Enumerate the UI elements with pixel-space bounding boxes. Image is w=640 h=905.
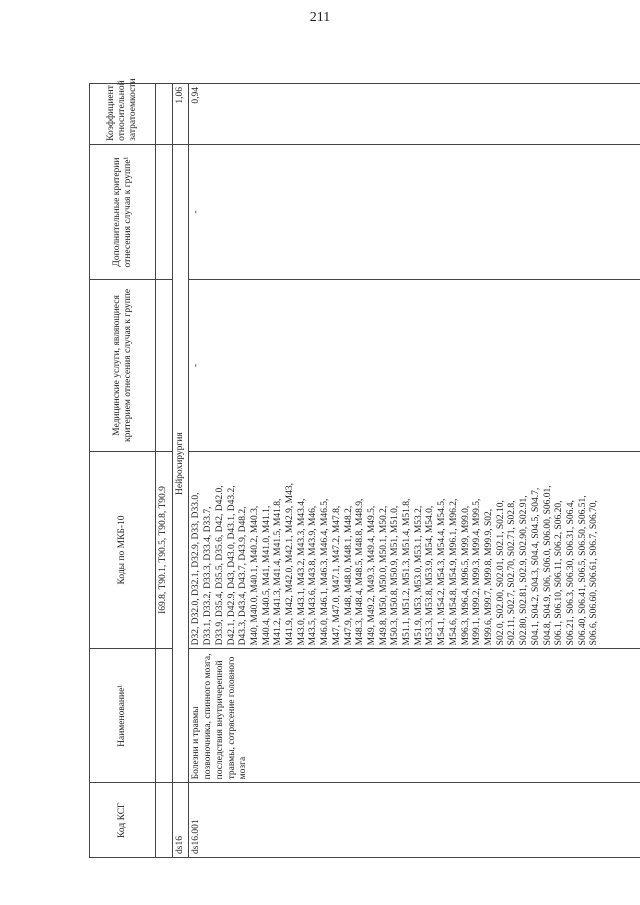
icd-line: M47, M47.0, M47.1, M47.2, M47.8,: [331, 505, 342, 646]
icd-line: S06.6, S06.60, S06.61, S06.7, S06.70,: [589, 500, 600, 646]
entry-code: ds16.001: [189, 783, 640, 858]
icd-line: M40, M40.0, M40.1, M40.2, M40.3,: [249, 505, 260, 646]
icd-line: S02.0, S02.00, S02.01, S02.1, S02.10,: [495, 500, 506, 646]
header-coef: Коэффициент относительной затратоемкости: [90, 84, 156, 145]
icd-line: D32, D32.0, D32.1, D32.9, D33, D33.0,: [191, 492, 202, 646]
entry-services: -: [189, 280, 640, 451]
header-code: Код КСГ: [90, 783, 156, 858]
icd-line: S02.11, S02.7, S02.70, S02.71, S02.8,: [507, 500, 518, 646]
icd-line: M99.6, M99.7, M99.8, M99.9, S02,: [483, 508, 494, 646]
icd-line: M51.1, M51.2, M51.3, M51.4, M51.8,: [402, 498, 413, 646]
icd-line: D33.9, D35.4, D35.5, D35.6, D42, D42.0,: [214, 485, 225, 646]
icd-line: S04.8, S04.9, S06, S06.0, S06.00, S06.01,: [542, 485, 553, 646]
header-services: Медицинские услуги, являющиеся критерием отнесения случая к группе: [90, 280, 156, 451]
icd-line: M50.3, M50.8, M50.9, M51, M51.0,: [390, 505, 401, 646]
icd-line: D43.3, D43.4, D43.7, D43.9, D48.2,: [238, 506, 249, 646]
icd-line: S06.40, S06.41, S06.5, S06.50, S06.51,: [577, 495, 588, 646]
icd-line: M99.1, M99.2, M99.3, M99.4, M99.5,: [472, 498, 483, 646]
icd-line: M43.0, M43.1, M43.2, M43.3, M43.4,: [296, 498, 307, 646]
table-row: [156, 84, 173, 858]
entry-icd-codes: [189, 451, 640, 649]
section-title: Нейрохирургия: [172, 144, 189, 783]
icd-line: D33.1, D33.2, D33.3, D33.4, D33.7,: [203, 506, 214, 646]
section-row: [172, 84, 189, 858]
icd-line: S06.1, S06.10, S06.11, S06.2, S06.20,: [554, 500, 565, 646]
prev-row-icd: I69.8, T90.1, T90.5, T90.8, T90.9: [156, 451, 173, 649]
icd-line: M46.0, M46.1, M46.3, M46.4, M46.5,: [320, 498, 331, 646]
section-code: ds16: [172, 783, 189, 858]
icd-line: M47.9, M48, M48.0, M48.1, M48.2,: [343, 505, 354, 646]
icd-line: M51.9, M53, M53.0, M53.1, M53.2,: [413, 505, 424, 646]
icd-line: S04.1, S04.2, S04.3, S04.4, S04.5, S04.7,: [530, 487, 541, 646]
icd-line: M53.3, M53.8, M53.9, M54, M54.0,: [425, 505, 436, 646]
icd-line: M96.3, M96.4, M96.5, M99, M99.0,: [460, 505, 471, 646]
icd-line: M48.3, M48.4, M48.5, M48.8, M48.9,: [355, 498, 366, 646]
icd-line: M43.5, M43.6, M43.8, M43.9, M46,: [308, 505, 319, 646]
icd-line: M54.6, M54.8, M54.9, M96.1, M96.2,: [448, 498, 459, 646]
page-number: 211: [309, 10, 331, 25]
icd-line: M49, M49.2, M49.3, M49.4, M49.5,: [366, 505, 377, 646]
icd-line: M40.4, M40.5, M41, M41.0, M41.1,: [261, 505, 272, 646]
header-name: Наименование¹: [90, 649, 156, 783]
icd-line: M41.2, M41.3, M41.4, M41.5, M41.8,: [273, 498, 284, 646]
section-coef: 1,06: [172, 84, 189, 145]
entry-criteria: -: [189, 144, 640, 279]
entry-coef: 0,94: [189, 84, 640, 145]
entry-name: Болезни и травмы позвоночника, спинного мозга, последствия внутричерепной травмы, сотрясение головного мозга: [189, 649, 640, 783]
table-row: [189, 84, 640, 858]
icd-line: S06.21, S06.3, S06.30, S06.31, S06.4,: [565, 500, 576, 646]
header-criteria: Дополнительные критерии отнесения случая к группе¹: [90, 144, 156, 279]
icd-line: M54.1, M54.2, M54.3, M54.4, M54.5,: [437, 498, 448, 646]
header-row: [90, 84, 156, 858]
rotated-table-wrapper: [89, 78, 640, 858]
icd-line: D42.1, D42.9, D43, D43.0, D43.1, D43.2,: [226, 485, 237, 646]
ksg-table: [89, 78, 640, 858]
icd-line: M49.8, M50, M50.0, M50.1, M50.2,: [378, 505, 389, 646]
icd-line: M41.9, M42, M42.0, M42.1, M42.9, M43,: [285, 483, 296, 646]
icd-line: S02.80, S02.81, S02.9, S02.90, S02.91,: [519, 495, 530, 646]
header-icd: Коды по МКБ-10: [90, 451, 156, 649]
